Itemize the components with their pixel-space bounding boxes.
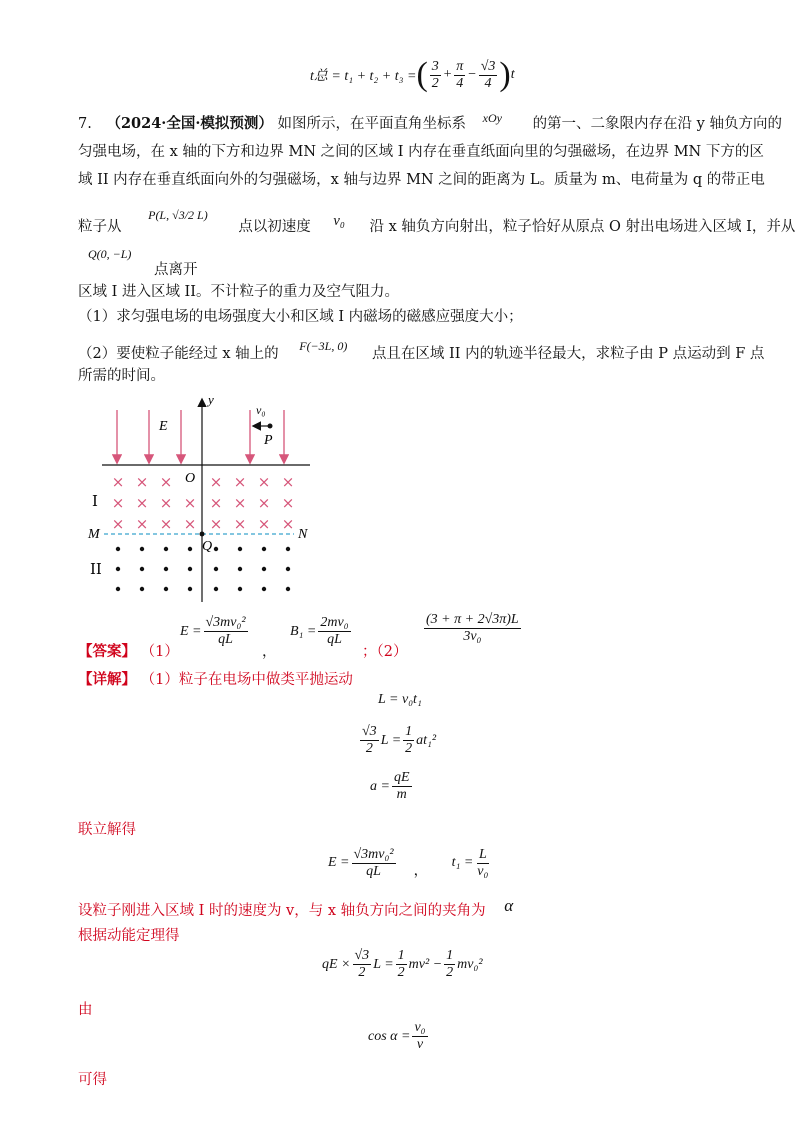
field-e-label: E [159, 419, 168, 434]
cross: × [135, 515, 149, 533]
point-p-label: P [264, 433, 273, 448]
problem-line-2: 匀强电场，在 x 轴的下方和边界 MN 之间的区域 I 内存在垂直纸面向里的匀强磁场，在边界 MN 下方的区 [78, 144, 764, 160]
cross: × [111, 473, 125, 491]
y-label: y [208, 392, 214, 407]
cross: × [257, 515, 271, 533]
initial-velocity: v₀ [333, 213, 345, 229]
cross: × [111, 494, 125, 512]
cross: × [233, 494, 247, 512]
fraction: $\frac{1}{2}$ [405, 724, 413, 756]
answer-tag: 【答案】 [78, 643, 136, 660]
cross: × [281, 494, 295, 512]
velocity-label: v₀ [256, 403, 266, 417]
problem-part-1: （1）求匀强电场的电场强度大小和区域 I 内磁场的磁感应强度大小； [78, 309, 523, 325]
cross: × [281, 473, 295, 491]
problem-line-5: $^{Q(0, -L)}$ 点离开 [88, 247, 198, 278]
answer-b1: B₁ = $\frac{\text{2mv₀}}{qL}$ [290, 615, 349, 647]
fraction: $\frac{\text{√3mv₀²}}{qL}$ [205, 615, 246, 647]
point-q: Q(0, −L) [88, 247, 132, 261]
energy-theorem: 根据动能定理得 [78, 928, 180, 944]
problem-number: 7. [78, 116, 92, 132]
cross: × [159, 515, 173, 533]
eq-cos-alpha: cos α = $\frac{\text{v₀}}{v}$ [368, 1020, 426, 1052]
particle-p [268, 424, 273, 429]
coord-system: xOy [482, 111, 502, 125]
eq-l-vt: L = v₀t₁ [378, 692, 422, 707]
eq-e-and-t1: E = $\frac{\text{√3mv₀²}}{qL}$ ， t₁ = $\frac{L}{\text{v₀}}$ [328, 846, 489, 879]
m-label: M [88, 527, 100, 542]
fraction: $\frac{1}{2}$ [397, 948, 405, 980]
fraction: $\frac{L}{\text{v₀}}$ [477, 846, 489, 879]
velocity-setup: 设粒子刚进入区域 I 时的速度为 v，与 x 轴负方向之间的夹角为 α [78, 896, 514, 919]
fraction: $\frac{\text{2mv₀}}{qL}$ [320, 615, 349, 647]
top-eq-lhs: t总 = t₁ + t₂ + t₃ = [310, 69, 417, 84]
physics-diagram [82, 392, 322, 607]
problem-line-6: 区域 I 进入区域 II。不计粒子的重力及空气阻力。 [78, 284, 400, 300]
n-label: N [298, 527, 308, 542]
region-2-label: II [90, 560, 102, 578]
region-1-crosses [112, 473, 295, 533]
fraction: $\frac{3}{2}$ [431, 58, 439, 91]
fraction: $\frac{\text{v₀}}{v}$ [414, 1020, 426, 1052]
fraction: $\frac{√3}{2}$ [354, 948, 370, 980]
cross: × [135, 473, 149, 491]
answer-line: 【答案】 （1） [78, 643, 179, 660]
point-q-dot [200, 532, 205, 537]
cross: × [233, 473, 247, 491]
region-1-label: I [92, 492, 98, 510]
top-equation: t总 = t₁ + t₂ + t₃ = ( $\frac{3}{2}$ + $\frac{\pi}{4}$ − $\frac{√3}{4}$ ) t [310, 56, 515, 93]
cross: × [209, 473, 223, 491]
fraction: $\frac{√3}{2}$ [362, 724, 377, 756]
eq-acceleration: a = $\frac{qE}{m}$ [370, 770, 410, 802]
fraction: $\frac{\text{√3mv₀²}}{qL}$ [353, 846, 394, 879]
alpha-symbol: α [504, 896, 514, 915]
problem-part-2-cont: 所需的时间。 [78, 368, 165, 384]
problem-source: （2024·全国·模拟预测） [106, 115, 273, 132]
cross: × [183, 515, 197, 533]
fraction: $\frac{\pi}{4}$ [456, 58, 464, 91]
point-f: F(−3L, 0) [299, 339, 348, 353]
fraction: $\frac{qE}{m}$ [393, 770, 410, 802]
origin-label: O [185, 471, 196, 486]
eq-displacement: $\frac{√3}{2}$ L = $\frac{1}{2}$ at₁² [362, 724, 437, 756]
result-label: 可得 [78, 1072, 107, 1088]
problem-line-3: 域 II 内存在垂直纸面向外的匀强磁场，x 轴与边界 MN 之间的距离为 L。质量为 m、电荷量为 q 的带正电 [78, 172, 765, 188]
cross: × [159, 473, 173, 491]
fraction: $\frac{√3}{4}$ [480, 58, 496, 91]
joint-solution: 联立解得 [78, 822, 136, 838]
answer-time [422, 612, 523, 645]
cross: × [209, 515, 223, 533]
explanation-intro: 【详解】 （1）粒子在电场中做类平抛运动 [78, 671, 353, 688]
problem-part-2: （2）要使粒子能经过 x 轴上的 $^{F(-3L, 0)}$ 点且在区域 II 内的轨迹半径最大，求粒子由 P 点运动到 F 点 [78, 339, 765, 362]
cross: × [183, 494, 197, 512]
point-q-label: Q [202, 539, 213, 554]
problem-line-4: 粒子从 $^{P(L, √3/2 L)}$ 点以初速度 v₀ 沿 x 轴负方向射出，粒子恰好从原点 O 射出电场进入区域 I，并从 [78, 208, 796, 235]
paren-close: ) [499, 56, 511, 93]
electric-field-lines [117, 410, 284, 462]
answer-sep-1: ， [262, 644, 277, 660]
answer-e: E = $\frac{\text{√3mv₀²}}{qL}$ [180, 615, 246, 647]
cross: × [111, 515, 125, 533]
cross: × [257, 473, 271, 491]
fraction: $\frac{1}{2}$ [446, 948, 454, 980]
problem-line-1: 7. （2024·全国·模拟预测） 如图所示，在平面直角坐标系 $^{xOy}$ 的第一、二象限内存在沿 y 轴负方向的 [78, 111, 782, 132]
by-label: 由 [78, 1002, 93, 1018]
cross: × [159, 494, 173, 512]
cross: × [233, 515, 247, 533]
answer-sep-2: ；（2） [362, 644, 408, 660]
point-p: P(L, √3/2 L) [148, 208, 208, 222]
paren-open: ( [416, 56, 428, 93]
cross: × [257, 494, 271, 512]
fraction: $\frac{(3 + \pi + 2√3\pi)L}{\text{3v₀}}$ [426, 612, 519, 644]
cross: × [135, 494, 149, 512]
eq-energy: qE × $\frac{√3}{2}$ L = $\frac{1}{2}$ mv² − $\frac{1}{2}$ mv₀² [322, 948, 483, 980]
explanation-tag: 【详解】 [78, 671, 136, 688]
cross: × [209, 494, 223, 512]
cross: × [281, 515, 295, 533]
